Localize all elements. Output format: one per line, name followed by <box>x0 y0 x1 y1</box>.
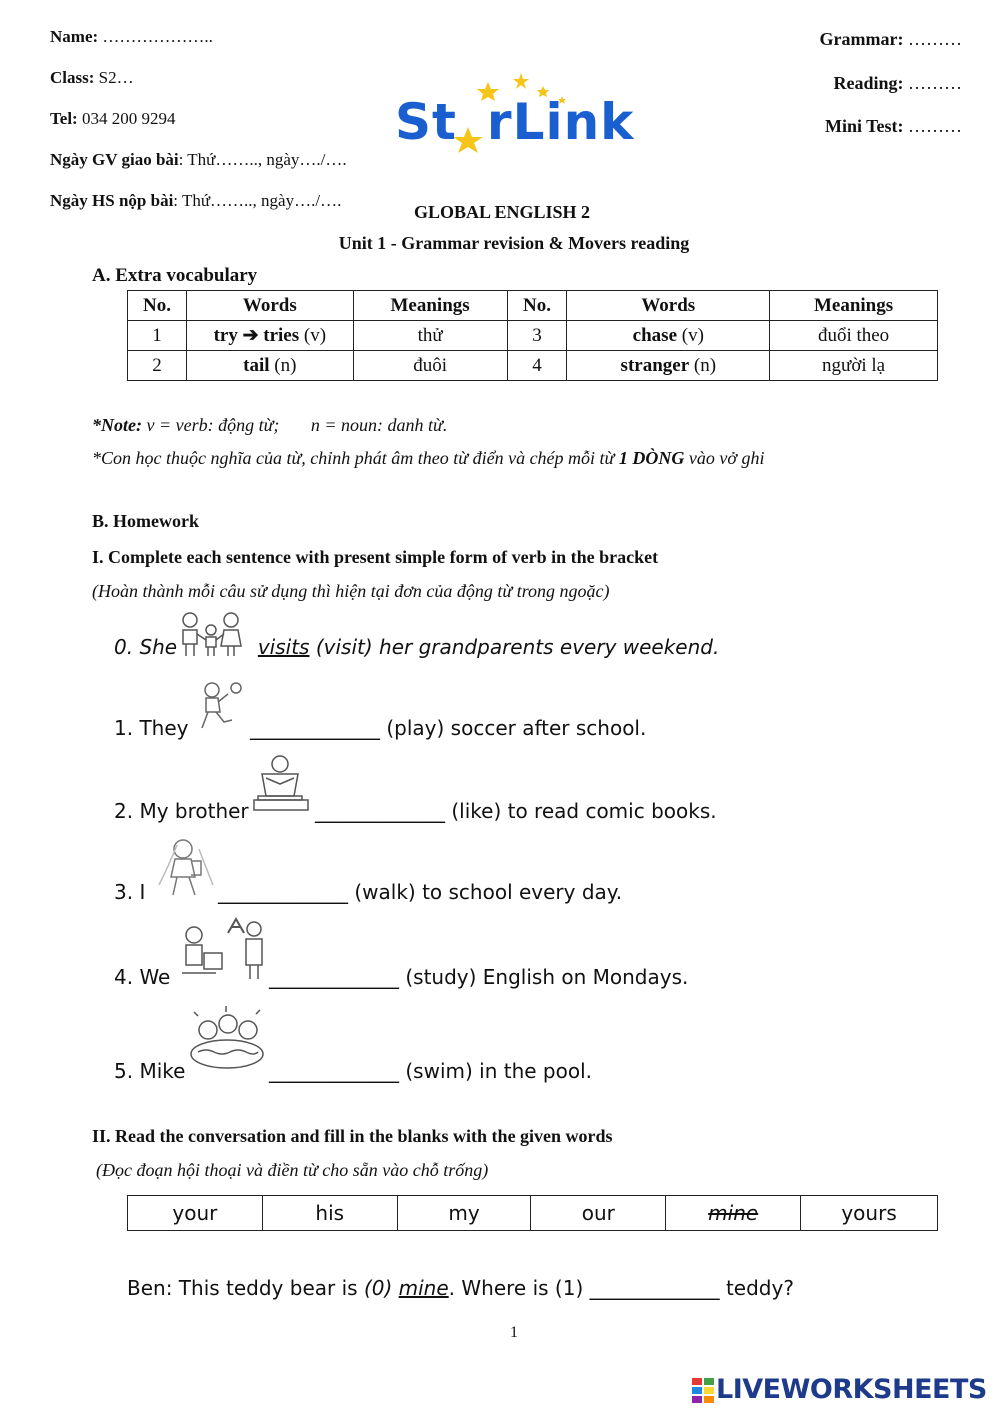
reading-comics-picture-icon <box>250 752 312 814</box>
class-value[interactable]: S2… <box>98 68 134 87</box>
answer-line-3 <box>218 880 622 904</box>
question-4 <box>114 965 170 989</box>
gv-date-value[interactable]: : Thứ…….., ngày…./…. <box>178 150 347 169</box>
blank-3[interactable]: _____________ <box>218 880 348 904</box>
note2-bold: 1 DÒNG <box>618 448 685 468</box>
dialogue-text-end: teddy? <box>719 1276 794 1300</box>
liveworksheets-brand <box>692 1376 992 1406</box>
word-bold-2: tries <box>263 325 300 346</box>
minitest-score <box>825 116 962 137</box>
question-prefix: 5. Mike <box>114 1059 186 1083</box>
answer-line-1 <box>250 716 646 740</box>
cell-meaning: thử <box>353 321 507 351</box>
cell-no: 2 <box>128 351 187 381</box>
hs-date-value[interactable]: : Thứ…….., ngày…./…. <box>173 191 342 210</box>
part2-subheading: (Đọc đoạn hội thoại và điền từ cho sẵn vào chỗ trống) <box>96 1160 489 1180</box>
swimming-pool-picture-icon <box>188 1002 266 1078</box>
tel-label: Tel: <box>50 109 78 128</box>
word-pos: (v) <box>303 325 327 346</box>
dialogue-text-mid: . Where is (1) <box>448 1276 590 1300</box>
hs-date-label: Ngày HS nộp bài <box>50 191 174 210</box>
word-option: your <box>128 1196 263 1231</box>
cell-meaning: người lạ <box>770 351 938 381</box>
unit-title: Unit 1 - Grammar revision & Movers reading <box>338 233 690 253</box>
col-no-1: No. <box>128 291 187 321</box>
note-instruction <box>92 448 764 469</box>
name-line <box>50 27 213 47</box>
logo-text <box>395 92 634 152</box>
cell-no: 3 <box>507 321 567 351</box>
minitest-label: Mini Test: <box>824 116 904 136</box>
blank-4[interactable]: _____________ <box>269 965 399 989</box>
table-row <box>128 351 938 381</box>
word-bold: tail <box>243 354 270 376</box>
name-value[interactable]: ……………….. <box>102 27 213 46</box>
vocab-table <box>127 290 938 381</box>
soccer-boy-picture-icon <box>196 680 246 734</box>
cell-word <box>567 351 770 381</box>
reading-value[interactable]: ……… <box>908 73 962 93</box>
grandparents-picture-icon <box>178 610 244 658</box>
example-answer: visits <box>257 635 310 659</box>
cell-word <box>186 351 353 381</box>
name-label: Name: <box>50 27 99 46</box>
logo-text-rlink: rLink <box>486 93 635 151</box>
question-rest: (like) to read comic books. <box>451 799 717 823</box>
note-text: v = verb: động từ; n = noun: danh từ. <box>141 415 448 435</box>
walking-girl-picture-icon <box>155 835 217 899</box>
col-words-2: Words <box>567 291 770 321</box>
studying-kids-picture-icon <box>178 915 266 983</box>
note-pos <box>92 415 447 436</box>
word-option-used <box>666 1196 801 1231</box>
question-rest: (swim) in the pool. <box>405 1059 592 1083</box>
grammar-value[interactable]: ……… <box>908 29 962 49</box>
cell-word <box>186 321 353 351</box>
section-b-heading: B. Homework <box>92 511 199 531</box>
word-pos: (n) <box>274 354 297 376</box>
dialogue-blank-1[interactable]: _____________ <box>589 1276 720 1300</box>
dialogue-example-answer: mine <box>398 1276 449 1300</box>
question-3 <box>114 880 145 904</box>
grammar-label: Grammar: <box>819 29 904 49</box>
answer-line-2 <box>315 799 717 823</box>
answer-line-4 <box>269 965 688 989</box>
tel-value: 034 200 9294 <box>81 109 176 128</box>
logo-text-st: St <box>395 93 457 151</box>
minitest-value[interactable]: ……… <box>908 116 962 136</box>
dialogue-example-num: (0) <box>363 1276 393 1300</box>
word-box-table <box>127 1195 938 1231</box>
question-5 <box>114 1059 185 1083</box>
col-meanings-1: Meanings <box>353 291 507 321</box>
blank-1[interactable]: _____________ <box>250 716 380 740</box>
gv-date-line <box>50 150 347 170</box>
gv-date-label: Ngày GV giao bài <box>50 150 179 169</box>
dialogue-text: Ben: This teddy bear is <box>127 1276 364 1300</box>
question-2 <box>114 799 249 823</box>
question-1 <box>114 716 188 740</box>
cell-no: 4 <box>507 351 567 381</box>
question-prefix: 4. We <box>114 965 171 989</box>
note2-start: *Con học thuộc nghĩa của từ, chỉnh phát âm theo từ điển và chép mỗi từ <box>92 448 619 468</box>
question-prefix: 1. They <box>114 716 189 740</box>
question-rest: (play) soccer after school. <box>386 716 647 740</box>
word-option: my <box>397 1196 531 1231</box>
question-rest: (study) English on Mondays. <box>405 965 689 989</box>
col-words-1: Words <box>186 291 353 321</box>
table-row <box>128 321 938 351</box>
col-no-2: No. <box>507 291 567 321</box>
cell-word <box>567 321 770 351</box>
blank-2[interactable]: _____________ <box>315 799 445 823</box>
example-prefix: 0. She <box>114 635 178 659</box>
course-title: GLOBAL ENGLISH 2 <box>414 202 591 222</box>
class-label: Class: <box>50 68 95 87</box>
dialogue-line-ben <box>127 1276 794 1300</box>
cell-meaning: đuổi theo <box>770 321 938 351</box>
word-bold: try <box>213 325 238 346</box>
word-option: our <box>531 1196 666 1231</box>
cell-no: 1 <box>128 321 187 351</box>
arrow-icon: ➔ <box>242 325 259 346</box>
question-prefix: 3. I <box>114 880 146 904</box>
word-box-row <box>128 1196 938 1231</box>
question-rest: (walk) to school every day. <box>354 880 623 904</box>
word-option: his <box>262 1196 397 1231</box>
reading-label: Reading: <box>833 73 904 93</box>
word-pos: (v) <box>681 324 704 346</box>
reading-score <box>833 73 962 94</box>
note-label: *Note: <box>92 415 142 435</box>
word-pos: (n) <box>693 354 717 376</box>
col-meanings-2: Meanings <box>770 291 938 321</box>
cell-meaning: đuôi <box>353 351 507 381</box>
blank-5[interactable]: _____________ <box>269 1059 399 1083</box>
part1-subheading: (Hoàn thành mỗi câu sử dụng thì hiện tại đơn của động từ trong ngoặc) <box>92 581 610 601</box>
hs-date-line <box>50 191 341 211</box>
note2-end: vào vở ghi <box>684 448 765 468</box>
tel-line <box>50 109 175 129</box>
section-a-heading: A. Extra vocabulary <box>92 265 258 286</box>
word-bold: stranger <box>620 354 690 376</box>
word-option: yours <box>801 1196 938 1231</box>
answer-line-5 <box>269 1059 592 1083</box>
part1-heading: I. Complete each sentence with present simple form of verb in the bracket <box>92 547 659 567</box>
class-line <box>50 68 134 88</box>
word-bold: chase <box>632 324 677 346</box>
part2-heading: II. Read the conversation and fill in the blanks with the given words <box>92 1126 613 1146</box>
example-rest: (visit) her grandparents every weekend. <box>315 635 720 659</box>
grammar-score <box>820 29 962 50</box>
page-number: 1 <box>510 1324 518 1341</box>
starlink-logo <box>395 70 645 155</box>
question-prefix: 2. My brother <box>114 799 249 823</box>
struck-word: mine <box>708 1201 759 1225</box>
vocab-header-row <box>128 291 938 321</box>
liveworksheets-logo-icon <box>692 1378 714 1404</box>
brand-text: LIVEWORKSHEETS <box>716 1374 987 1405</box>
